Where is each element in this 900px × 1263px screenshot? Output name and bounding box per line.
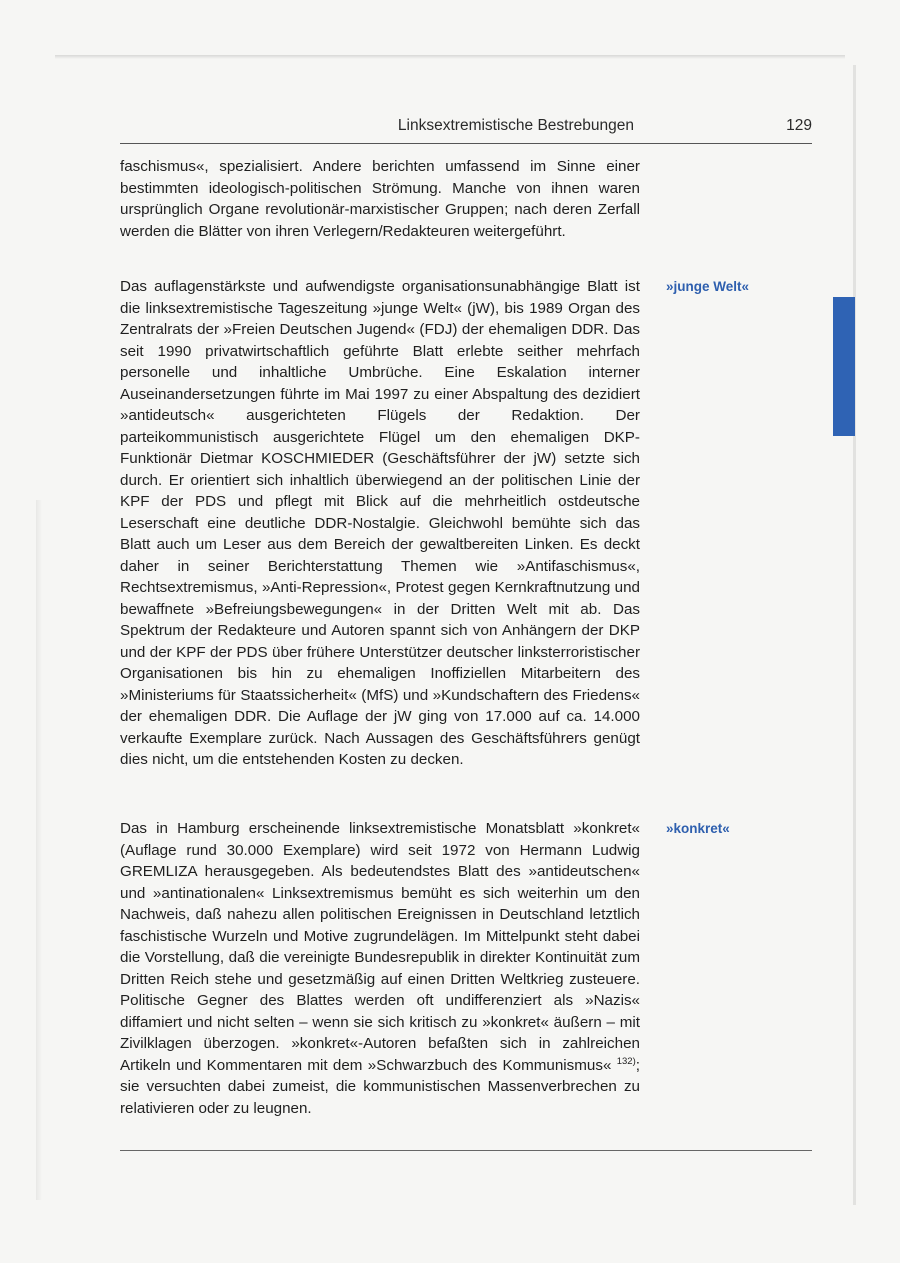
- chapter-thumb-tab: [833, 297, 855, 436]
- header-title: Linksextremistische Bestrebungen: [397, 117, 634, 134]
- paragraph-konkret: [120, 818, 640, 1119]
- margin-label-junge-welt: »junge Welt«: [666, 279, 750, 294]
- footer-rule: [120, 1150, 812, 1151]
- footnote-marker: 132): [616, 1055, 636, 1067]
- paragraph-intro: faschismus«, spezialisiert. Andere berichten umfassend im Sinne einer bestimmten ideologisch-politischen Strömung. Manche von ihnen waren ursprünglich Organe revolutionär-marxistischer Gruppen; nach deren Zerfall werden die Blätter von ihren Verlegern/Redakteuren weitergeführt.: [120, 158, 640, 240]
- page-number: 129: [786, 117, 812, 134]
- paragraph-konkret-text-continued: ; sie versuchten dabei zumeist, die kommunistischen Massenverbrechen zu relativieren oder zu leugnen.: [120, 1056, 640, 1117]
- margin-label-konkret: »konkret«: [666, 821, 730, 836]
- paragraph-konkret-text: Das in Hamburg erscheinende linksextremistische Monatsblatt »konkret« (Auflage rund 30.000 Exemplare) wird seit 1972 von Hermann Ludwig GREMLIZA herausgegeben. Als bedeutendstes Blatt des »antideutschen« und »antinationalen« Linksextremismus bemüht es sich weiterhin um den Nachweis, daß nahezu allen politischen Ereignissen in Deutschland letztlich faschistische Wurzeln und Motive zugrundelägen. Im Mittelpunkt steht dabei die Vorstellung, daß die vereinigte Bundesrepublik in direkter Kontinuität zum Dritten Reich stehe und gesetzmäßig auf einen Dritten Weltkrieg zusteuere. Politische Gegner des Blattes werden oft undifferenziert als »Nazis« diffamiert und nicht selten – wenn sie sich kritisch zu »konkret« äußern – mit Zivilklagen überzogen. »konkret«-Autoren befaßten sich in zahlreichen Artikeln und Kommentaren mit dem »Schwarzbuch des Kommunismus«: [120, 820, 640, 1074]
- scan-shadow-left: [36, 500, 42, 1200]
- scan-shadow-top: [55, 55, 845, 59]
- scan-shadow-right: [853, 65, 856, 1205]
- paragraph-junge-welt: Das auflagenstärkste und aufwendigste organisationsunabhängige Blatt ist die linksextremistische Tageszeitung »junge Welt« (jW), bis 1989 Organ des Zentralrats der »Freien Deutschen Jugend« (FDJ) der ehemaligen DDR. Das seit 1990 privatwirtschaftlich geführte Blatt erlebte seither mehrfach personelle und inhaltliche Umbrüche. Eine Eskalation interner Auseinandersetzungen führte im Mai 1997 zu einer Abspaltung des dezidiert »antideutsch« ausgerichteten Flügels der Redaktion. Der parteikommunistisch ausgerichtete Flügel um den ehemaligen DKP-Funktionär Dietmar KOSCHMIEDER (Geschäftsführer der jW) setzte sich durch. Er orientiert sich inhaltlich überwiegend an der politischen Linie der KPF der PDS und pflegt mit Blick auf die mehrheitlich ostdeutsche Leserschaft eine deutliche DDR-Nostalgie. Gleichwohl bemühte sich das Blatt auch um Leser aus dem Bereich der gewaltbereiten Linken. Es deckt daher in seiner Berichterstattung Themen wie »Antifaschismus«, Rechtsextremismus, »Anti-Repression«, Protest gegen Kernkraftnutzung und bewaffnete »Befreiungsbewegungen« in der Dritten Welt mit ab. Das Spektrum der Redakteure und Autoren spannt sich von Anhängern der DKP und der KPF der PDS über frühere Unterstützer deutscher linksterroristischer Organisationen bis hin zu ehemaligen Inoffiziellen Mitarbeitern des »Ministeriums für Staatssicherheit« (MfS) und »Kundschaftern des Friedens« der ehemaligen DDR. Die Auflage der jW ging von 17.000 auf ca. 14.000 verkaufte Exemplare zurück. Nach Aussagen des Geschäftsführers genügt dies nicht, um die entstehenden Kosten zu decken.: [120, 278, 640, 768]
- running-header: [120, 117, 812, 144]
